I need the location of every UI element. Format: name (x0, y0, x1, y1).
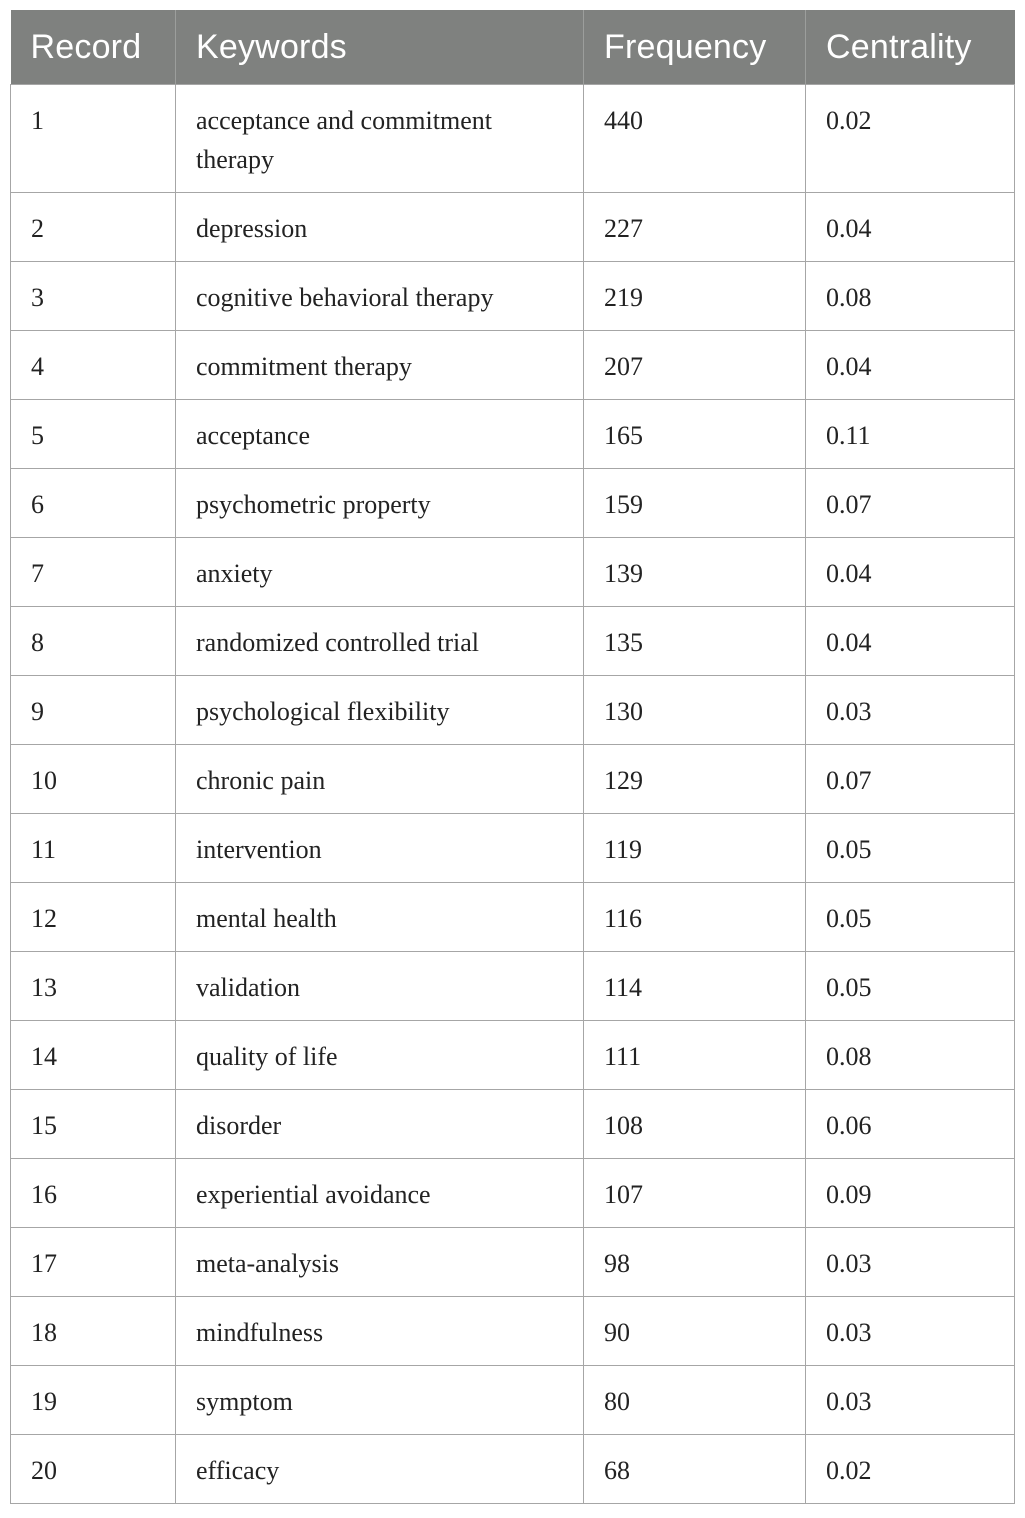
cell-record: 2 (11, 193, 176, 262)
cell-centrality: 0.06 (806, 1090, 1015, 1159)
cell-keyword: acceptance and commitment therapy (176, 85, 584, 193)
cell-keyword: psychological flexibility (176, 676, 584, 745)
cell-centrality: 0.08 (806, 262, 1015, 331)
cell-keyword: randomized controlled trial (176, 607, 584, 676)
cell-centrality: 0.07 (806, 469, 1015, 538)
cell-frequency: 159 (584, 469, 806, 538)
header-frequency: Frequency (584, 10, 806, 85)
cell-frequency: 119 (584, 814, 806, 883)
cell-centrality: 0.02 (806, 1435, 1015, 1504)
cell-record: 20 (11, 1435, 176, 1504)
cell-frequency: 68 (584, 1435, 806, 1504)
cell-keyword: cognitive behavioral therapy (176, 262, 584, 331)
table-row (11, 400, 1015, 469)
cell-frequency: 80 (584, 1366, 806, 1435)
cell-record: 8 (11, 607, 176, 676)
cell-keyword: commitment therapy (176, 331, 584, 400)
table-row (11, 469, 1015, 538)
cell-frequency: 130 (584, 676, 806, 745)
table-row (11, 814, 1015, 883)
table-row (11, 538, 1015, 607)
cell-centrality: 0.05 (806, 814, 1015, 883)
cell-keyword: validation (176, 952, 584, 1021)
table-row (11, 1159, 1015, 1228)
cell-centrality: 0.03 (806, 676, 1015, 745)
table-row (11, 745, 1015, 814)
header-row (11, 10, 1015, 85)
cell-frequency: 108 (584, 1090, 806, 1159)
cell-record: 15 (11, 1090, 176, 1159)
cell-centrality: 0.04 (806, 193, 1015, 262)
table-row (11, 193, 1015, 262)
header-keywords: Keywords (176, 10, 584, 85)
table-row (11, 1297, 1015, 1366)
cell-frequency: 114 (584, 952, 806, 1021)
table-header (11, 10, 1015, 85)
cell-keyword: experiential avoidance (176, 1159, 584, 1228)
cell-keyword: disorder (176, 1090, 584, 1159)
table-row (11, 1021, 1015, 1090)
cell-record: 6 (11, 469, 176, 538)
cell-record: 14 (11, 1021, 176, 1090)
cell-record: 17 (11, 1228, 176, 1297)
cell-frequency: 165 (584, 400, 806, 469)
cell-frequency: 139 (584, 538, 806, 607)
cell-frequency: 116 (584, 883, 806, 952)
cell-keyword: psychometric property (176, 469, 584, 538)
cell-record: 4 (11, 331, 176, 400)
cell-record: 5 (11, 400, 176, 469)
cell-keyword: symptom (176, 1366, 584, 1435)
table-row (11, 676, 1015, 745)
cell-centrality: 0.04 (806, 607, 1015, 676)
cell-frequency: 440 (584, 85, 806, 193)
cell-centrality: 0.02 (806, 85, 1015, 193)
cell-frequency: 98 (584, 1228, 806, 1297)
header-centrality: Centrality (806, 10, 1015, 85)
cell-keyword: acceptance (176, 400, 584, 469)
cell-record: 12 (11, 883, 176, 952)
cell-record: 9 (11, 676, 176, 745)
cell-keyword: anxiety (176, 538, 584, 607)
cell-centrality: 0.09 (806, 1159, 1015, 1228)
cell-frequency: 90 (584, 1297, 806, 1366)
cell-record: 1 (11, 85, 176, 193)
cell-keyword: quality of life (176, 1021, 584, 1090)
cell-keyword: depression (176, 193, 584, 262)
cell-centrality: 0.08 (806, 1021, 1015, 1090)
cell-centrality: 0.11 (806, 400, 1015, 469)
cell-keyword: intervention (176, 814, 584, 883)
cell-record: 3 (11, 262, 176, 331)
cell-centrality: 0.03 (806, 1297, 1015, 1366)
keyword-table-container (10, 10, 1014, 1504)
cell-record: 11 (11, 814, 176, 883)
table-row (11, 607, 1015, 676)
cell-frequency: 111 (584, 1021, 806, 1090)
cell-centrality: 0.03 (806, 1366, 1015, 1435)
cell-frequency: 219 (584, 262, 806, 331)
cell-centrality: 0.03 (806, 1228, 1015, 1297)
cell-centrality: 0.05 (806, 952, 1015, 1021)
cell-centrality: 0.07 (806, 745, 1015, 814)
cell-frequency: 107 (584, 1159, 806, 1228)
table-row (11, 262, 1015, 331)
table-row (11, 883, 1015, 952)
table-row (11, 1228, 1015, 1297)
header-record: Record (11, 10, 176, 85)
table-body (11, 85, 1015, 1504)
cell-centrality: 0.04 (806, 331, 1015, 400)
table-row (11, 952, 1015, 1021)
cell-record: 10 (11, 745, 176, 814)
keyword-frequency-table (10, 10, 1015, 1504)
cell-keyword: mindfulness (176, 1297, 584, 1366)
cell-record: 16 (11, 1159, 176, 1228)
cell-keyword: efficacy (176, 1435, 584, 1504)
table-row (11, 331, 1015, 400)
cell-keyword: mental health (176, 883, 584, 952)
table-row (11, 1090, 1015, 1159)
cell-record: 13 (11, 952, 176, 1021)
cell-keyword: meta-analysis (176, 1228, 584, 1297)
cell-frequency: 129 (584, 745, 806, 814)
cell-record: 7 (11, 538, 176, 607)
cell-record: 19 (11, 1366, 176, 1435)
cell-record: 18 (11, 1297, 176, 1366)
table-row (11, 85, 1015, 193)
cell-keyword: chronic pain (176, 745, 584, 814)
table-row (11, 1435, 1015, 1504)
cell-centrality: 0.05 (806, 883, 1015, 952)
cell-centrality: 0.04 (806, 538, 1015, 607)
cell-frequency: 135 (584, 607, 806, 676)
cell-frequency: 207 (584, 331, 806, 400)
table-row (11, 1366, 1015, 1435)
cell-frequency: 227 (584, 193, 806, 262)
